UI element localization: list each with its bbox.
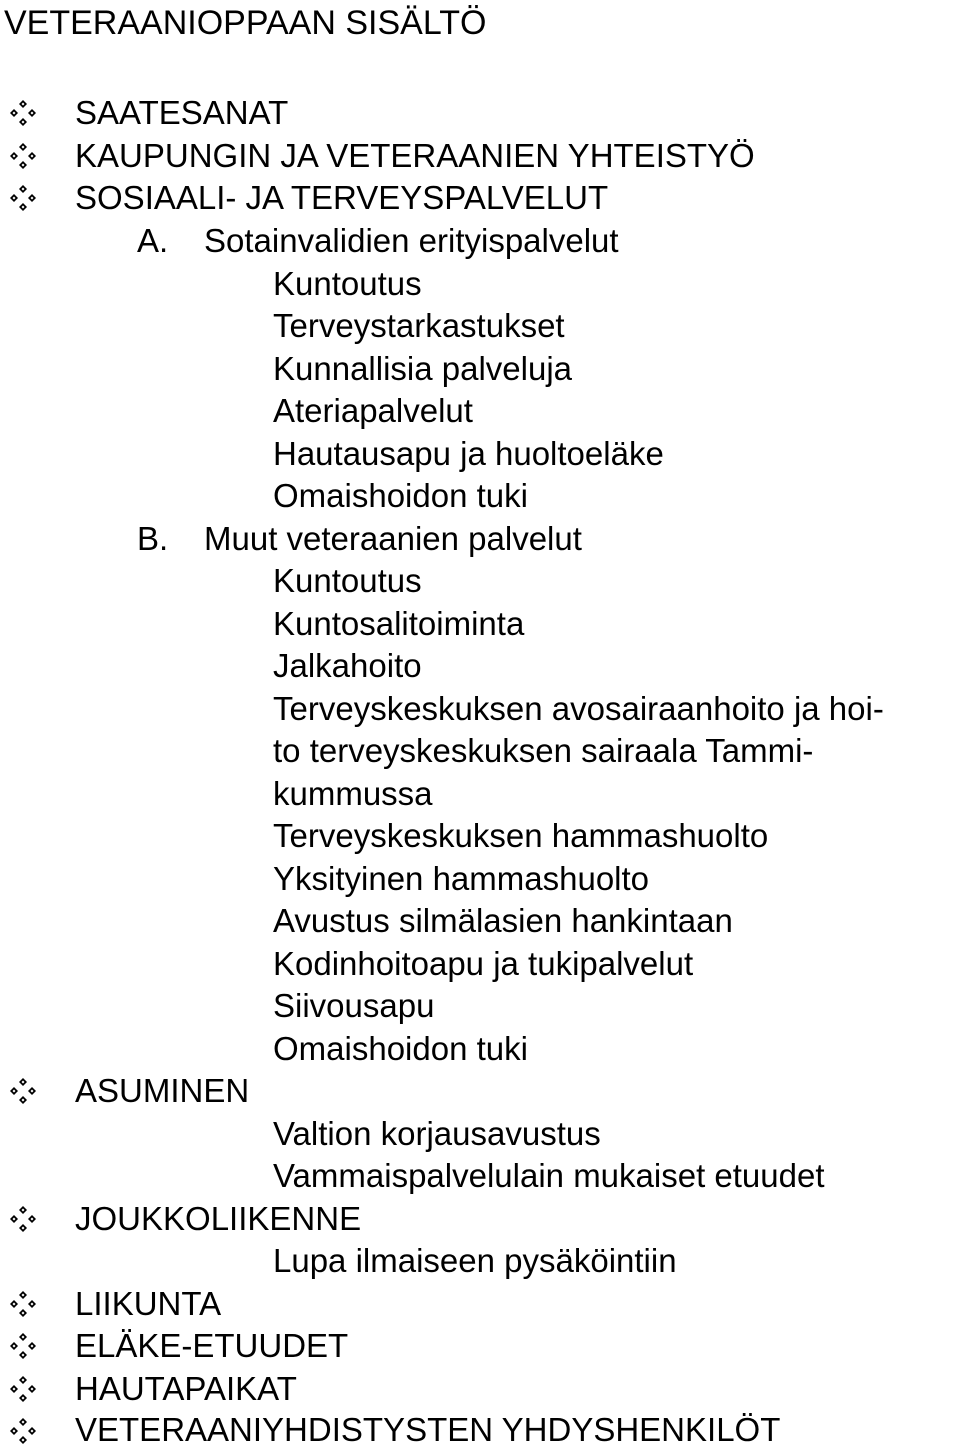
diamond-quad-bullet-icon <box>8 1076 38 1106</box>
section-hautapaikat: HAUTAPAIKAT <box>75 1370 297 1407</box>
list-item: Kuntosalitoiminta <box>273 605 525 642</box>
diamond-quad-bullet-icon <box>8 1374 38 1404</box>
list-item: Vammaispalvelulain mukaiset etuudet <box>273 1157 825 1194</box>
subsection-b-title: Muut veteraanien palvelut <box>204 520 582 557</box>
list-item: to terveyskeskuksen sairaala Tammi- <box>273 732 814 769</box>
list-item: Kuntoutus <box>273 265 422 302</box>
list-item: Lupa ilmaiseen pysäköintiin <box>273 1242 677 1279</box>
list-item: Yksityinen hammashuolto <box>273 860 650 897</box>
diamond-quad-bullet-icon <box>8 183 38 213</box>
diamond-quad-bullet-icon <box>8 1289 38 1319</box>
list-item: Omaishoidon tuki <box>273 1030 528 1067</box>
section-yhteistyo: KAUPUNGIN JA VETERAANIEN YHTEISTYÖ <box>75 137 755 174</box>
list-item: Terveystarkastukset <box>273 307 565 344</box>
diamond-quad-bullet-icon <box>8 1204 38 1234</box>
list-item: kummussa <box>273 775 433 812</box>
page-title: VETERAANIOPPAAN SISÄLTÖ <box>4 4 487 42</box>
list-item: Kunnallisia palveluja <box>273 350 573 387</box>
list-item: Siivousapu <box>273 987 435 1024</box>
section-asuminen: ASUMINEN <box>75 1072 250 1109</box>
list-item: Kuntoutus <box>273 562 422 599</box>
section-sosiaali-terveyspalvelut: SOSIAALI- JA TERVEYSPALVELUT <box>75 179 609 216</box>
list-item: Omaishoidon tuki <box>273 477 528 514</box>
subsection-a-title: Sotainvalidien erityispalvelut <box>204 222 619 259</box>
list-item: Ateriapalvelut <box>273 392 473 429</box>
list-item: Avustus silmälasien hankintaan <box>273 902 733 939</box>
diamond-quad-bullet-icon <box>8 1331 38 1361</box>
section-elake-etuudet: ELÄKE-ETUUDET <box>75 1327 349 1364</box>
section-saatesanat: SAATESANAT <box>75 94 289 131</box>
list-item: Hautausapu ja huoltoeläke <box>273 435 664 472</box>
list-item: Jalkahoito <box>273 647 422 684</box>
section-joukkoliikenne: JOUKKOLIIKENNE <box>75 1200 362 1237</box>
diamond-quad-bullet-icon <box>8 98 38 128</box>
diamond-quad-bullet-icon <box>8 1416 38 1446</box>
section-liikunta: LIIKUNTA <box>75 1285 222 1322</box>
list-item: Valtion korjausavustus <box>273 1115 601 1152</box>
diamond-quad-bullet-icon <box>8 141 38 171</box>
subsection-b-letter: B. <box>137 520 169 557</box>
section-yhdyshenkilot: VETERAANIYHDISTYSTEN YHDYSHENKILÖT <box>75 1411 781 1448</box>
list-item: Kodinhoitoapu ja tukipalvelut <box>273 945 694 982</box>
list-item: Terveyskeskuksen hammashuolto <box>273 817 769 854</box>
list-item: Terveyskeskuksen avosairaanhoito ja hoi- <box>273 690 884 727</box>
subsection-a-letter: A. <box>137 222 169 259</box>
